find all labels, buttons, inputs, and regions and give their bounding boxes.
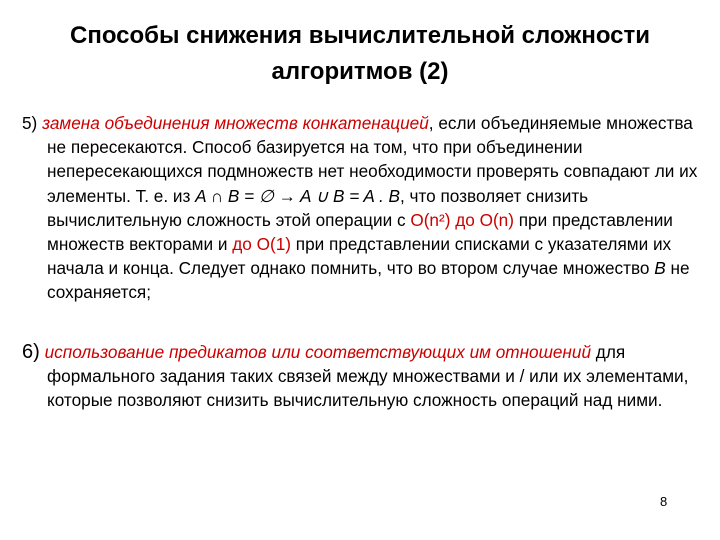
item-5-text-5: не сохраняется;: [47, 258, 690, 303]
item-6-lead: использование предикатов или соответствующих им отношений: [44, 342, 592, 362]
item-5-number: 5): [22, 113, 38, 133]
item-5: [22, 111, 702, 305]
item-6-paragraph: [22, 340, 702, 413]
slide-title: [10, 18, 710, 90]
item-5-complexity-o1: до O(1): [232, 234, 291, 255]
item-5-complexity-n2: O(n²) до O(n): [410, 209, 514, 230]
item-5-formula: A ∩ B = ∅ → A ∪ B = A . B: [195, 185, 400, 206]
item-5-text-4: при представлении списками с указателями их начала и конца. Следует однако помнить, что во втором случае множество: [47, 234, 672, 279]
item-5-text-2: , что позволяет снизить вычислительную сложность этой операции с: [47, 185, 589, 230]
item-6: [22, 340, 702, 413]
page-number: 8: [660, 494, 668, 509]
title-line-1: Способы снижения вычислительной сложности: [69, 22, 651, 49]
item-6-text-1: для формального задания таких связей между множествами и / или их элементами, которые позволяют снизить вычислительную сложность операций над ними.: [47, 342, 689, 411]
item-5-var-b: B: [654, 258, 666, 279]
item-6-number: 6): [22, 341, 40, 363]
item-5-lead: замена объединения множеств конкатенацией: [42, 113, 429, 133]
item-5-text-3: при представлении множеств векторами и: [47, 209, 673, 255]
item-5-paragraph: [22, 111, 702, 305]
title-line-2: алгоритмов (2): [271, 58, 449, 85]
item-5-text-1: , если объединяемые множества не пересекаются. Способ базируется на том, что при объединении непересекающихся подмножеств нет необходимости проверять совпадают ли их элементы. Т. е. из: [47, 113, 698, 206]
